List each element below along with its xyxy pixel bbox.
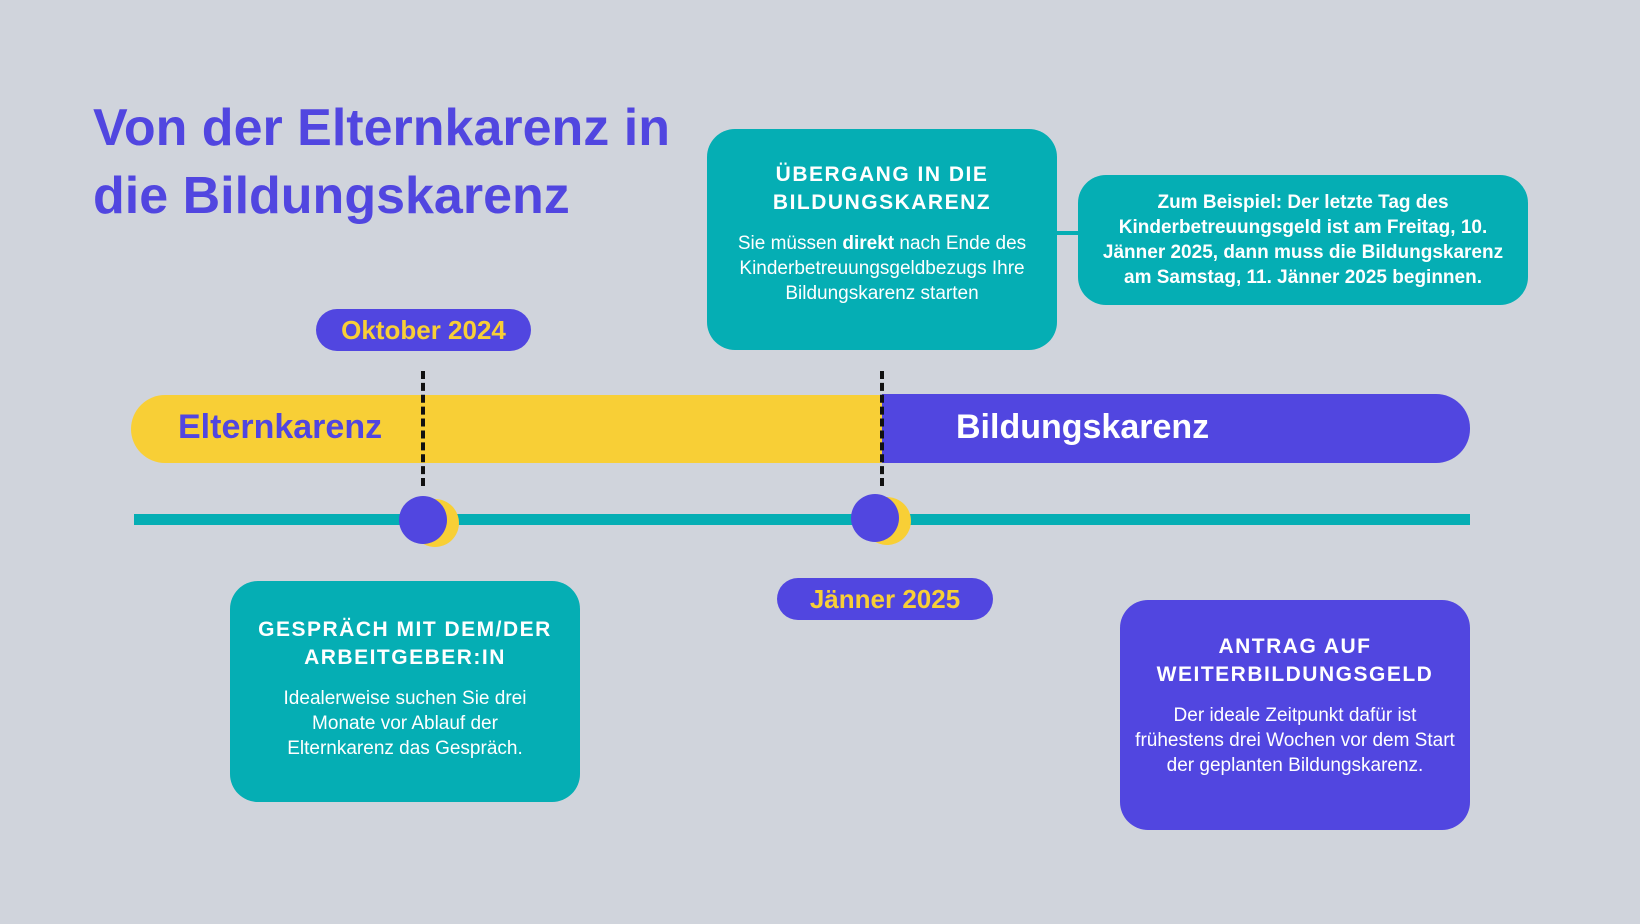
application-card-title: ANTRAG AUF WEITERBILDUNGSGELD (1156, 635, 1434, 686)
transition-card (707, 129, 1057, 350)
date-pill-jaenner-2025: Jänner 2025 (777, 578, 993, 620)
phase-label-bildungskarenz: Bildungskarenz (956, 408, 1210, 446)
application-card (1120, 600, 1470, 830)
timeline-axis (134, 514, 1470, 525)
application-card-body: Der ideale Zeitpunkt dafür ist frühestens drei Wochen vor dem Start der geplanten Bildungskarenz. (1135, 705, 1455, 776)
transition-card-title: ÜBERGANG IN DIE BILDUNGSKARENZ (772, 163, 992, 214)
transition-body-before: Sie müssen (737, 233, 843, 254)
employer-card (230, 581, 580, 802)
transition-card-body (725, 231, 1039, 306)
page-title: Von der Elternkarenz in die Bildungskarenz (93, 99, 670, 225)
date-pill-oktober-2024: Oktober 2024 (316, 309, 531, 351)
marker-line-jaenner (880, 371, 884, 486)
phase-label-elternkarenz: Elternkarenz (178, 408, 383, 446)
employer-card-body: Idealerweise suchen Sie drei Monate vor Ablauf der Elternkarenz das Gespräch. (283, 688, 527, 759)
marker-line-oktober (421, 371, 425, 486)
transition-body-bold: direkt (842, 233, 895, 254)
employer-card-title: GESPRÄCH MIT DEM/DER ARBEITGEBER:IN (258, 618, 552, 669)
example-card-text: Zum Beispiel: Der letzte Tag des Kinderbetreuungsgeld ist am Freitag, 10. Jänner 2025, dann muss die Bildungskarenz am Samstag, 11. Jänner 2025 beginnen. (1102, 192, 1504, 288)
example-card (1078, 175, 1528, 305)
marker-dot-jaenner (851, 494, 899, 542)
transition-body-after: nach Ende des Kinderbetreuungsgeldbezugs Ihre Bildungskarenz starten (739, 233, 1027, 304)
marker-dot-oktober (399, 496, 447, 544)
